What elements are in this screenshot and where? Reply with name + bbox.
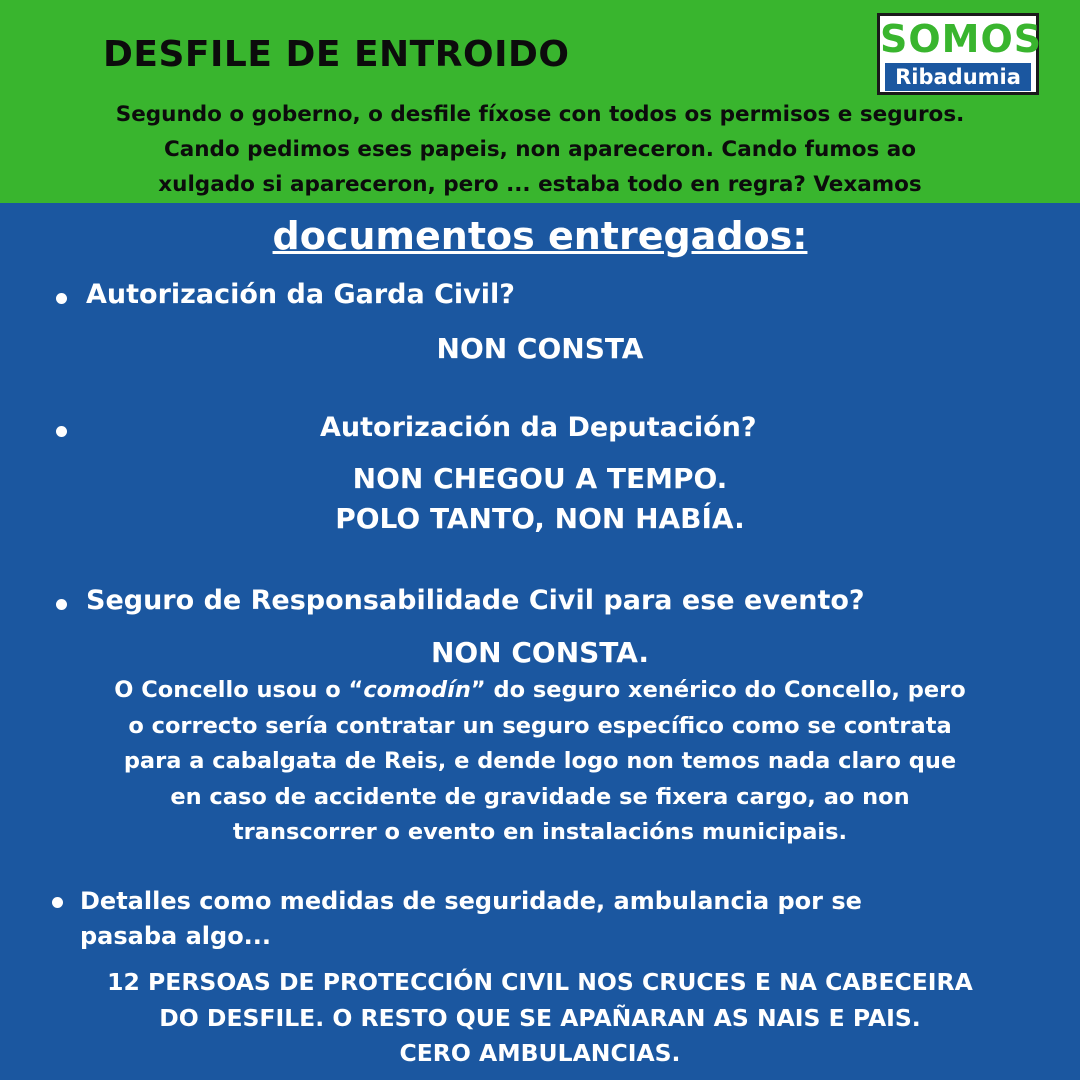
explanation-text: O Concello usou o “	[114, 677, 364, 703]
answer-deputacion-line: NON CHEGOU A TEMPO.	[352, 462, 728, 495]
question-seguro: Seguro de Responsabilidade Civil para ese evento?	[86, 585, 865, 616]
answer-deputacion-line: POLO TANTO, NON HABÍA.	[335, 502, 745, 535]
logo-top-word: SOMOS	[880, 17, 1043, 61]
bullet-icon	[56, 426, 67, 437]
seguro-explanation	[0, 673, 1080, 851]
intro-line: xulgado si apareceron, pero ... estaba todo en regra? Vexamos	[158, 172, 922, 197]
explanation-line: en caso de accidente de gravidade se fixera cargo, ao non	[170, 783, 910, 810]
intro-line: Segundo o goberno, o desfile fíxose con todos os permisos e seguros.	[115, 102, 965, 127]
logo-bottom-word: Ribadumia	[885, 63, 1031, 91]
answer-garda-civil: NON CONSTA	[436, 332, 644, 365]
somos-ribadumia-logo	[877, 13, 1043, 95]
answer-line: DO DESFILE. O RESTO QUE SE APAÑARAN AS NAIS E PAIS.	[159, 1003, 921, 1032]
bullet-icon	[56, 293, 67, 304]
explanation-emphasis: comodín	[363, 677, 471, 703]
question-deputacion: Autorización da Deputación?	[320, 412, 757, 443]
question-line: Detalles como medidas de seguridade, ambulancia por se	[80, 887, 862, 915]
question-detalles	[80, 884, 862, 954]
explanation-text: ” do seguro xenérico do Concello, pero	[470, 677, 966, 703]
explanation-line: o correcto sería contratar un seguro específico como se contrata	[128, 712, 952, 739]
answer-line: CERO AMBULANCIAS.	[399, 1039, 681, 1067]
answer-line: 12 PERSOAS DE PROTECCIÓN CIVIL NOS CRUCES E NA CABECEIRA	[107, 968, 973, 996]
intro-text	[0, 97, 1080, 202]
page-title: DESFILE DE ENTROIDO	[103, 34, 570, 75]
section-subtitle: documentos entregados:	[272, 214, 808, 258]
answer-detalles	[0, 965, 1080, 1072]
explanation-line: para a cabalgata de Reis, e dende logo non temos nada claro que	[123, 748, 957, 774]
intro-line: Cando pedimos eses papeis, non apareceron. Cando fumos ao	[163, 137, 917, 162]
question-garda-civil: Autorización da Garda Civil?	[86, 279, 515, 310]
question-line: pasaba algo...	[80, 922, 272, 950]
explanation-line	[0, 673, 1080, 709]
bullet-icon	[52, 897, 63, 908]
bullet-icon	[56, 599, 67, 610]
explanation-line: transcorrer o evento en instalacións municipais.	[232, 819, 848, 845]
answer-seguro: NON CONSTA.	[430, 636, 650, 669]
